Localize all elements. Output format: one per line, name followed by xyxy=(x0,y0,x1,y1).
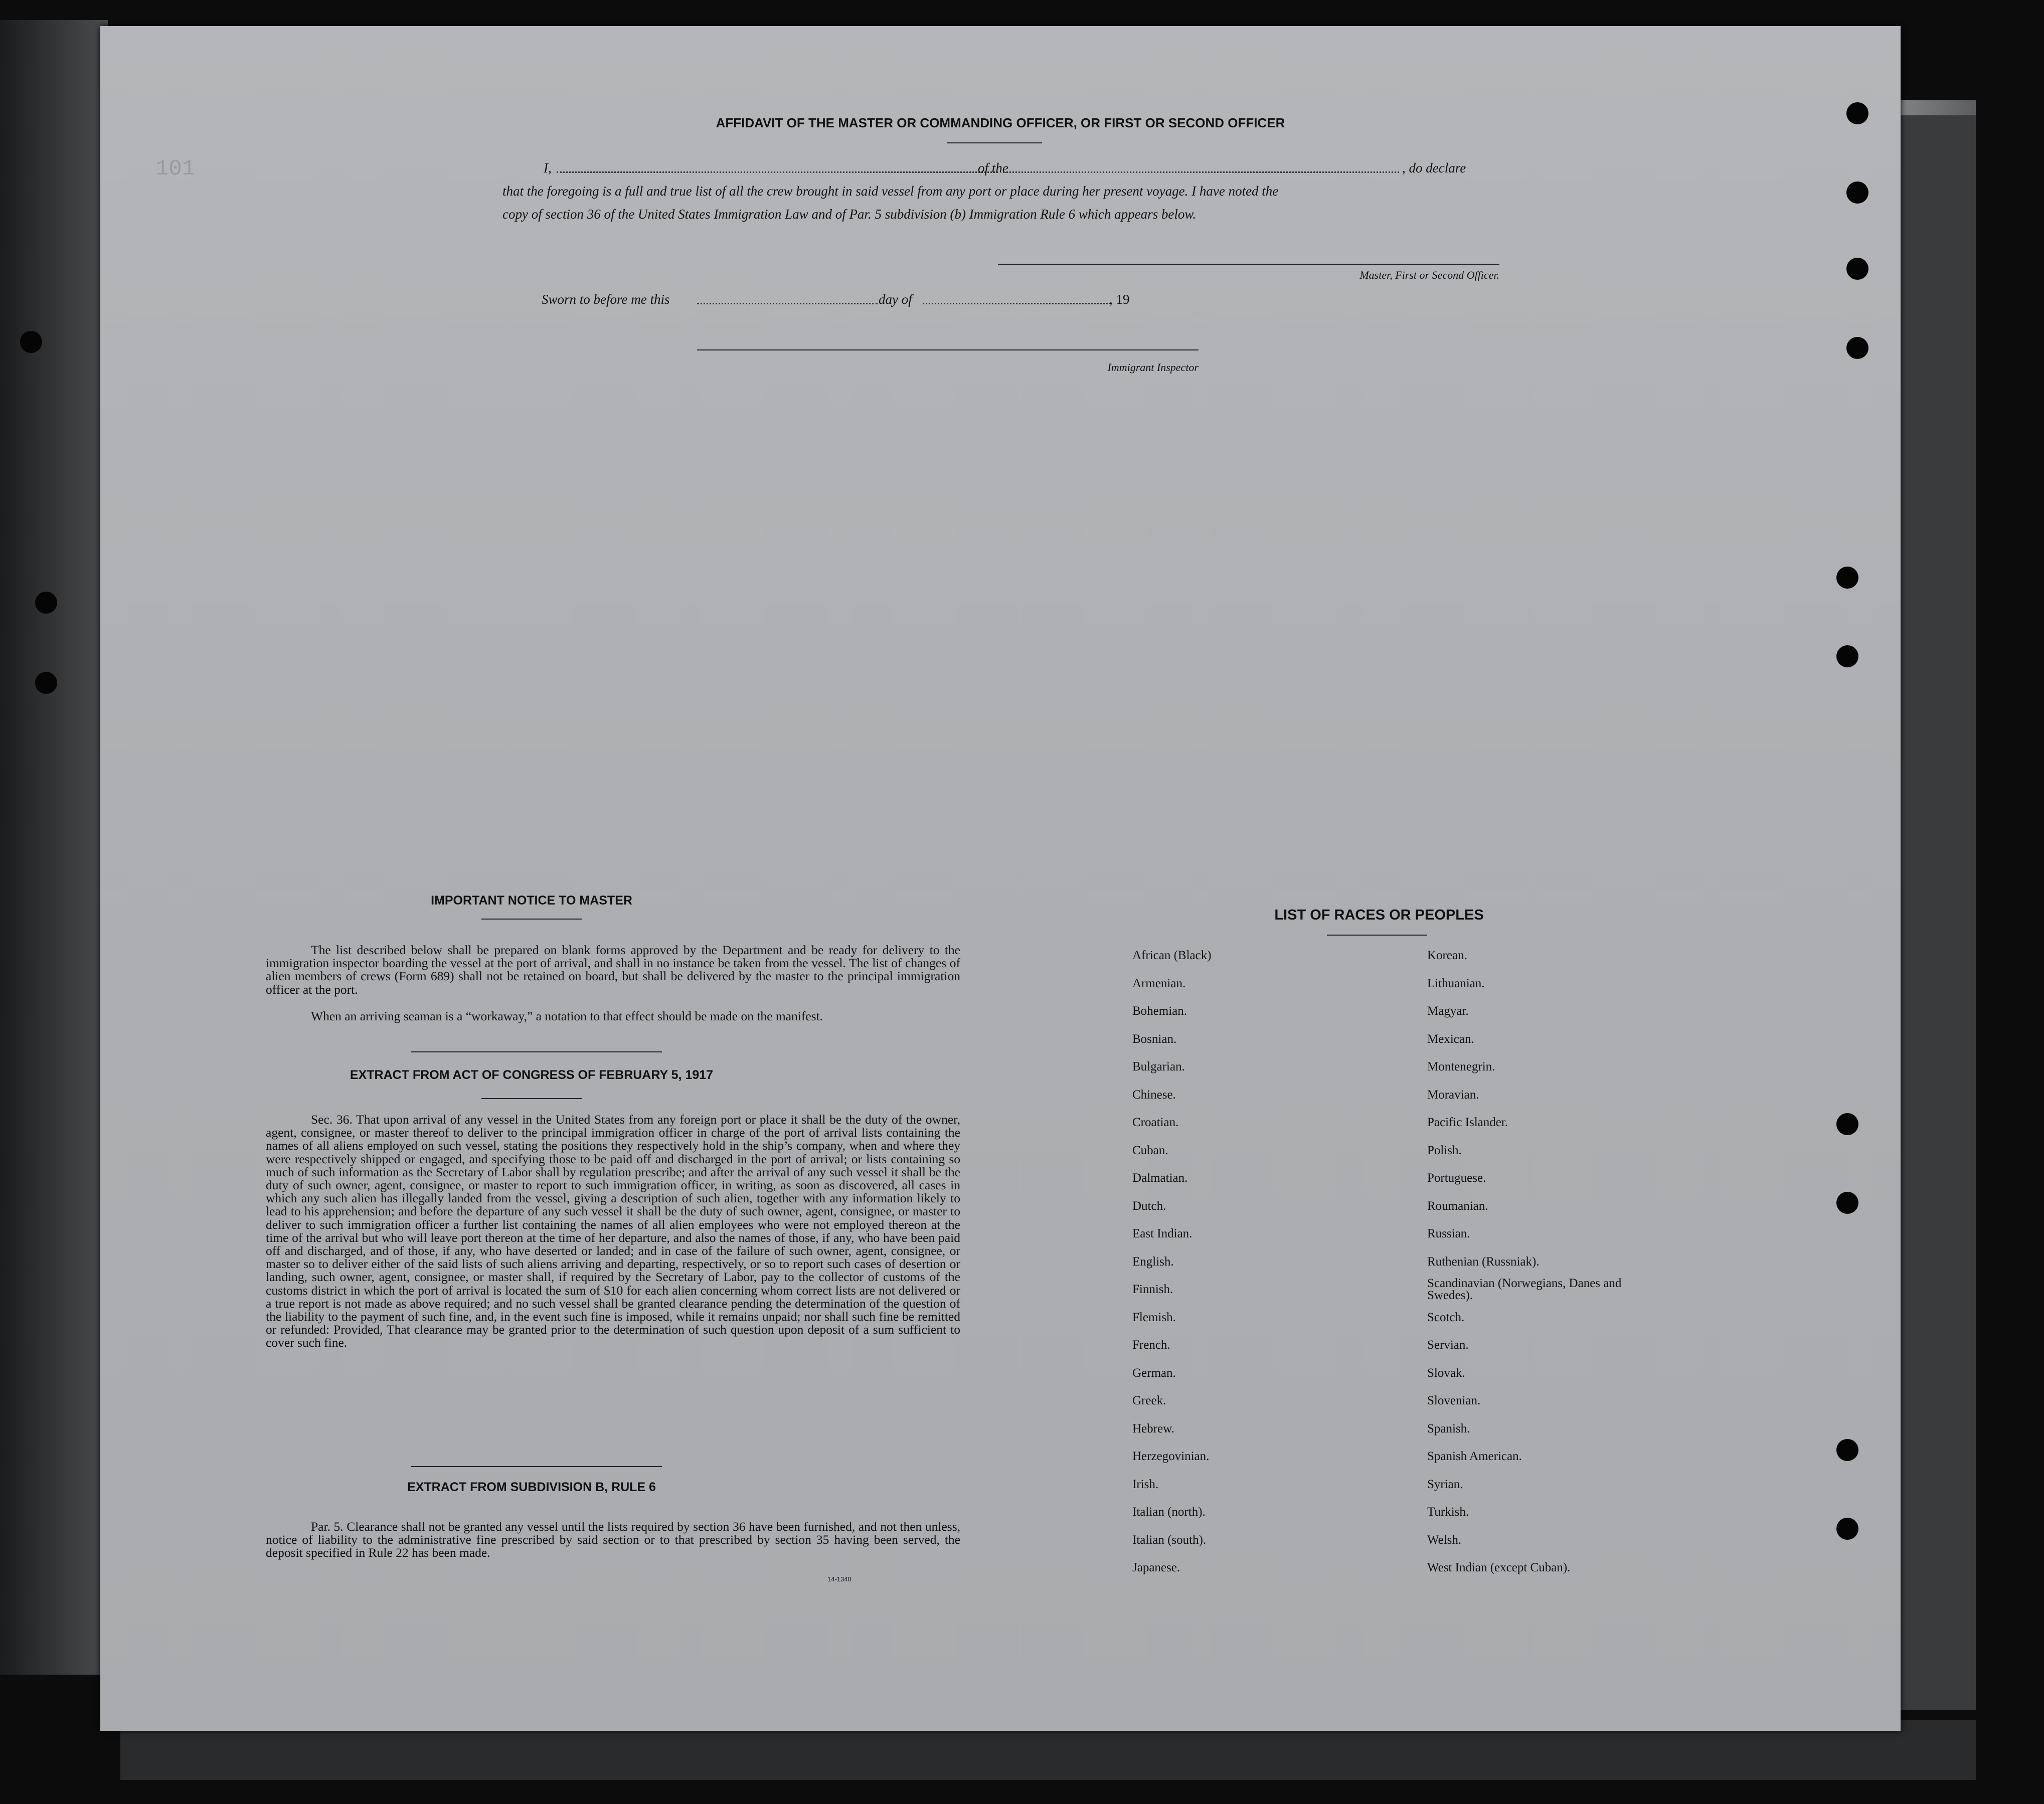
master-signature-line[interactable] xyxy=(998,264,1499,265)
binder-hole xyxy=(1836,1192,1858,1214)
race-item: Greek. xyxy=(1132,1394,1166,1407)
race-item: West Indian (except Cuban). xyxy=(1427,1561,1571,1574)
inspector-label: Immigrant Inspector xyxy=(1107,361,1199,374)
race-item: Portuguese. xyxy=(1427,1171,1486,1185)
race-item: Spanish. xyxy=(1427,1421,1470,1435)
race-item: Finnish. xyxy=(1132,1283,1173,1296)
inspector-signature-line[interactable] xyxy=(697,349,1199,350)
race-item: Magyar. xyxy=(1427,1004,1469,1018)
race-item: Dutch. xyxy=(1132,1199,1166,1213)
day-of-label: day of xyxy=(879,292,912,307)
extract-act-text: Sec. 36. That upon arrival of any vessel in the United States from any foreign port or place it shall be the duty of the owner, agent, consignee, or master thereof to deliver to the principal immigration officer in charge of the port of arrival lists containing the names of all aliens employed on such vessel, stating the positions they respectively hold in the ship’s company, when and where they were respectively shipped or engaged, and specifying those to be paid off and discharged in the port of arrival; or lists containing so much of such information as the Secretary of Labor shall by regulation prescribe; and after the arrival of any such vessel it shall be the duty of such owner, agent, consignee, or master to report to such immigration officer, in writing, as soon as discovered, all cases in which any such alien has illegally landed from the vessel, giving a description of such alien, together with any information likely to lead to his apprehension; and before the departure of any such vessel it shall be the duty of such owner, agent, consignee, or master to deliver to such immigration officer a further list containing the names of all alien employees who were not employed thereon at the time of the arrival but who will leave port thereon at the time of her departure, and also the names of those, if any, who have been paid off and discharged, and of those, if any, who have deserted or landed; and in case of the failure of such owner, agent, consignee, or master so to deliver either of the said lists of such aliens arriving and departing, respectively, or so to report such cases of desertion or landing, such owner, agent, consignee, or master shall, if required by the Secretary of Labor, pay to the collector of customs of the customs district in which the port of arrival is located the sum of $10 for each alien concerning whom correct lists are not delivered or a true report is not made as above required; and no such vessel shall be granted clearance pending the determination of the question of the liability to the payment of such fine, and, in the event such fine is imposed, while it remains unpaid; nor shall such fine be remitted or refunded: Provided, That clearance may be granted prior to the determination of such question upon deposit of a sum sufficient to cover such fine. xyxy=(266,1112,960,1350)
race-item: Scotch. xyxy=(1427,1310,1465,1324)
race-item: Scandinavian (Norwegians, Danes and Swedes). xyxy=(1427,1277,1622,1302)
binder-hole xyxy=(1836,1439,1858,1461)
race-item: Servian. xyxy=(1427,1338,1469,1352)
races-rule xyxy=(1327,935,1427,936)
race-item: Lithuanian. xyxy=(1427,976,1485,990)
race-item: English. xyxy=(1132,1254,1174,1269)
race-item: East Indian. xyxy=(1132,1227,1193,1240)
race-item: Hebrew. xyxy=(1132,1421,1174,1435)
races-title: LIST OF RACES OR PEOPLES xyxy=(1274,907,1484,923)
affidavit-i-label: I, xyxy=(544,160,552,175)
race-item: Mexican. xyxy=(1427,1032,1474,1046)
affidavit-declare-label: , do declare xyxy=(1402,160,1466,175)
race-item: Polish. xyxy=(1427,1143,1462,1157)
section-rule xyxy=(411,1466,662,1467)
race-item: Turkish. xyxy=(1427,1505,1469,1519)
race-item: Bohemian. xyxy=(1132,1004,1187,1018)
notice-paragraph-2: When an arriving seaman is a “workaway,” a notation to that effect should be made on the manifest. xyxy=(311,1009,823,1023)
year-prefix: , 19 xyxy=(1109,292,1130,307)
extract-rule-title: EXTRACT FROM SUBDIVISION B, RULE 6 xyxy=(407,1480,656,1494)
underlying-sheet-left xyxy=(0,20,108,1675)
binder-hole xyxy=(35,592,57,614)
race-item: Herzegovinian. xyxy=(1132,1450,1210,1463)
notice-title: IMPORTANT NOTICE TO MASTER xyxy=(431,893,632,908)
sworn-day-field[interactable] xyxy=(697,303,878,304)
race-item: Italian (south). xyxy=(1132,1533,1207,1547)
race-item: Roumanian. xyxy=(1427,1199,1488,1213)
title-rule xyxy=(947,142,1042,143)
master-name-field[interactable] xyxy=(557,171,998,173)
affidavit-of-the-label: of the xyxy=(978,160,1008,175)
binder-hole xyxy=(1836,1518,1858,1540)
race-item: Slovenian. xyxy=(1427,1394,1481,1407)
sworn-month-field[interactable] xyxy=(923,303,1111,304)
race-item: Welsh. xyxy=(1427,1533,1462,1547)
race-item: Korean. xyxy=(1427,949,1467,962)
notice-paragraph-1: The list described below shall be prepared on blank forms approved by the Department and be ready for delivery to the immigration inspector boarding the vessel at the port of arrival, and shall in no instance be taken from the vessel. The list of changes of alien members of crews (Form 689) shall not be retained on board, but shall be delivered by the master to the principal immigration officer at the port. xyxy=(266,943,960,997)
binder-hole xyxy=(1836,1113,1858,1135)
document-page xyxy=(100,26,1901,1731)
binder-hole xyxy=(1836,567,1858,589)
race-item: Dalmatian. xyxy=(1132,1171,1188,1185)
race-item: Slovak. xyxy=(1427,1366,1465,1380)
binder-hole xyxy=(1846,337,1868,359)
race-item: Japanese. xyxy=(1132,1561,1180,1574)
race-item: Flemish. xyxy=(1132,1310,1176,1324)
extract-act-title: EXTRACT FROM ACT OF CONGRESS OF FEBRUARY 5, 1917 xyxy=(350,1068,714,1082)
affidavit-line-3: copy of section 36 of the United States Immigration Law and of Par. 5 subdivision (b) Immigration Rule 6 which appears below. xyxy=(502,207,1197,222)
race-item: Bosnian. xyxy=(1132,1032,1177,1046)
affidavit-title: AFFIDAVIT OF THE MASTER OR COMMANDING OFFICER, OR FIRST OR SECOND OFFICER xyxy=(716,115,1285,130)
binder-hole xyxy=(1846,258,1868,280)
section-rule xyxy=(411,1051,662,1052)
sworn-label: Sworn to before me this xyxy=(542,292,670,307)
margin-mark: 101 xyxy=(155,156,196,182)
binder-hole xyxy=(35,672,57,694)
race-item: African (Black) xyxy=(1132,949,1212,962)
race-item: Chinese. xyxy=(1132,1088,1176,1102)
vessel-name-field[interactable] xyxy=(1003,171,1399,173)
binder-hole xyxy=(20,331,42,353)
race-item: French. xyxy=(1132,1338,1170,1352)
race-item: Italian (north). xyxy=(1132,1505,1206,1519)
extract-rule-text: Par. 5. Clearance shall not be granted any vessel until the lists required by section 36 have been furnished, and not then unless, notice of liability to the administrative fine prescribed by said section or to that prescribed by section 35 having been served, the deposit specified in Rule 22 has been made. xyxy=(266,1519,960,1560)
race-item: Bulgarian. xyxy=(1132,1060,1185,1073)
race-item: Syrian. xyxy=(1427,1477,1463,1491)
form-number: 14-1340 xyxy=(827,1575,851,1583)
race-item: Russian. xyxy=(1427,1227,1470,1240)
binder-hole xyxy=(1836,645,1858,667)
extract-act-rule xyxy=(481,1098,582,1099)
affidavit-line-2: that the foregoing is a full and true list of all the crew brought in said vessel from any port or place during her present voyage. I have noted the xyxy=(502,184,1279,199)
race-item: Spanish American. xyxy=(1427,1450,1522,1463)
race-item: Moravian. xyxy=(1427,1088,1479,1102)
race-item: Pacific Islander. xyxy=(1427,1116,1508,1129)
binder-hole xyxy=(1846,182,1868,204)
race-item: Montenegrin. xyxy=(1427,1060,1495,1073)
master-signature-label: Master, First or Second Officer. xyxy=(1359,269,1499,281)
race-item: Armenian. xyxy=(1132,976,1186,990)
race-item: Croatian. xyxy=(1132,1116,1179,1129)
race-item: Cuban. xyxy=(1132,1143,1168,1157)
race-item: Irish. xyxy=(1132,1477,1159,1491)
race-item: German. xyxy=(1132,1366,1176,1380)
notice-rule xyxy=(481,919,582,920)
race-item: Ruthenian (Russniak). xyxy=(1427,1254,1540,1269)
